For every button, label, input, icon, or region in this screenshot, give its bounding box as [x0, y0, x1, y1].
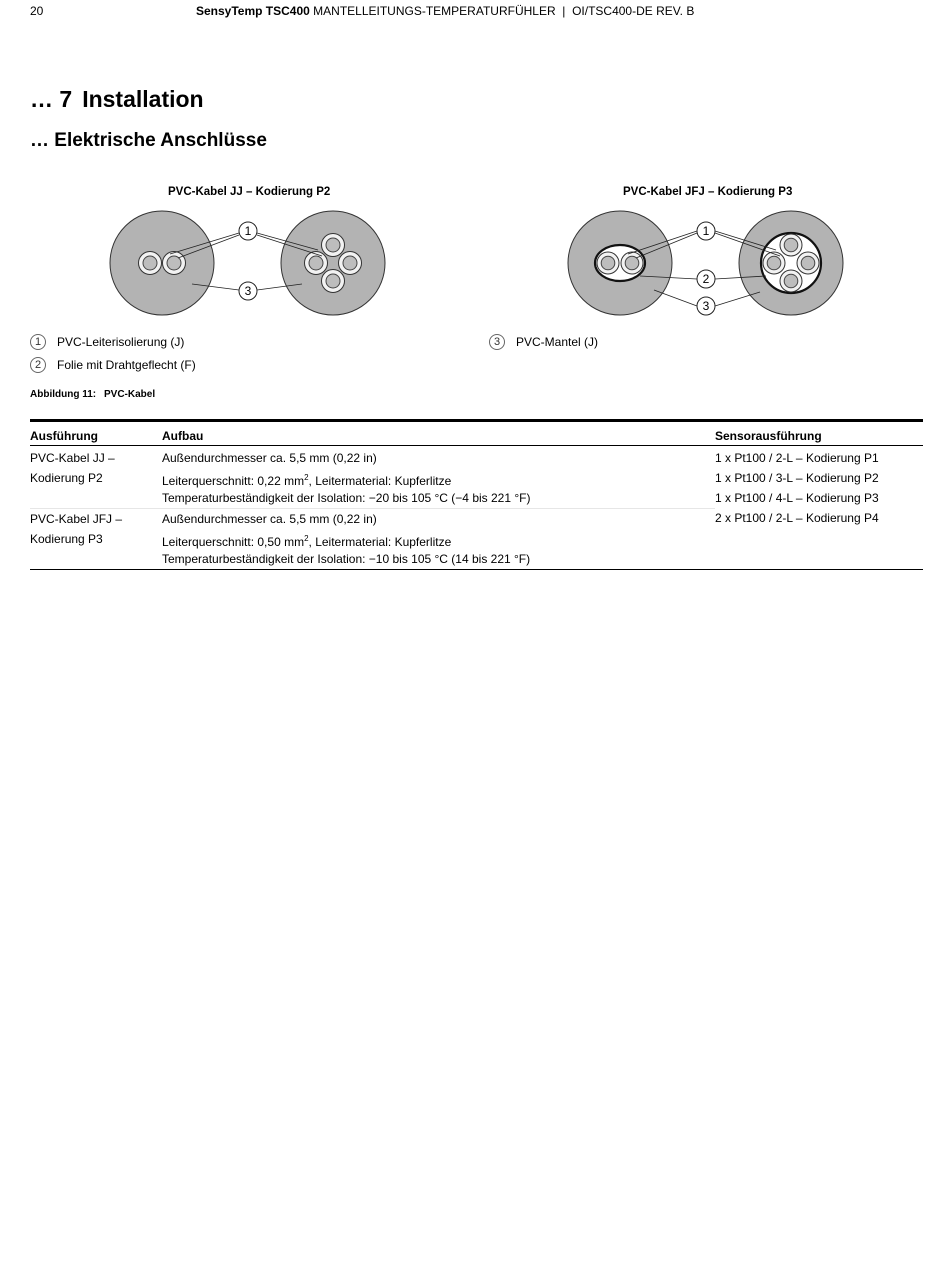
- cable-jj-two-core: [110, 211, 214, 315]
- callout-3-right: [697, 297, 715, 315]
- cable-jj-four-core: [281, 211, 385, 315]
- caption-text: PVC-Kabel: [104, 389, 156, 400]
- conductor: [797, 252, 819, 274]
- page-number: 20: [30, 4, 44, 18]
- cell-aufbau: Leiterquerschnitt: 0,50 $mm^2$, Leitermaterial: Kupferlitze: [162, 534, 452, 549]
- svg-text:3: 3: [244, 284, 252, 298]
- cell-aufbau: Außendurchmesser ca. 5,5 mm (0,22 in): [162, 451, 377, 465]
- cell-ausfuehrung: PVC-Kabel JJ –: [30, 451, 115, 465]
- cable-jfj-two-core: [568, 211, 672, 315]
- cell-ausfuehrung: Kodierung P3: [30, 532, 103, 546]
- column-header-ausfuehrung: Ausführung: [30, 422, 162, 446]
- section-number: … 7: [30, 86, 73, 112]
- cell-aufbau: Temperaturbeständigkeit der Isolation: −10 bis 105 °C (14 bis 221 °F): [162, 552, 531, 566]
- conductor: [305, 252, 328, 275]
- svg-text:2: 2: [702, 272, 710, 286]
- conductor: [763, 252, 785, 274]
- cell-sensor: 1 x Pt100 / 2-L – Kodierung P1: [715, 451, 879, 465]
- legend-number: 3: [489, 334, 505, 350]
- cell-sensor: 1 x Pt100 / 3-L – Kodierung P2: [715, 471, 879, 485]
- document-reference: MANTELLEITUNGS-TEMPERATURFÜHLER | OI/TSC400-DE REV. B: [309, 4, 695, 18]
- table-row: [30, 446, 923, 509]
- conductor: [597, 252, 619, 274]
- conductor: [339, 252, 362, 275]
- figure-title-right: PVC-Kabel JFJ – Kodierung P3: [623, 186, 793, 198]
- conductor: [780, 270, 802, 292]
- legend-text: PVC-Mantel (J): [516, 335, 599, 349]
- callout-1-right: [697, 222, 715, 240]
- conductor: [621, 252, 643, 274]
- cell-aufbau: Leiterquerschnitt: 0,22 $mm^2$, Leitermaterial: Kupferlitze: [162, 473, 452, 488]
- svg-text:1: 1: [702, 224, 710, 238]
- running-header: [196, 4, 694, 18]
- figure-caption: [30, 389, 155, 400]
- subsection-heading: … Elektrische Anschlüsse: [30, 130, 267, 151]
- cable-spec-table: [30, 419, 923, 570]
- cable-cross-section-figure: [0, 200, 950, 325]
- callout-1-left: [239, 222, 257, 240]
- svg-text:1: 1: [244, 224, 252, 238]
- cell-ausfuehrung: PVC-Kabel JFJ –: [30, 512, 123, 526]
- conductor: [163, 252, 186, 275]
- cell-sensor: 2 x Pt100 / 2-L – Kodierung P4: [715, 511, 879, 525]
- conductor: [139, 252, 162, 275]
- cell-aufbau: Außendurchmesser ca. 5,5 mm (0,22 in): [162, 512, 377, 526]
- cell-ausfuehrung: Kodierung P2: [30, 471, 103, 485]
- legend-item-3: [489, 334, 598, 350]
- cell-aufbau: Temperaturbeständigkeit der Isolation: −20 bis 105 °C (−4 bis 221 °F): [162, 491, 531, 505]
- conductor: [780, 234, 802, 256]
- cable-jfj-four-core: [739, 211, 843, 315]
- product-name: SensyTemp TSC400: [196, 4, 310, 18]
- legend-text: PVC-Leiterisolierung (J): [57, 335, 185, 349]
- table-header-row: [30, 422, 923, 446]
- legend-number: 2: [30, 357, 46, 373]
- legend-text: Folie mit Drahtgeflecht (F): [57, 358, 196, 372]
- section-heading: [30, 86, 204, 113]
- callout-3-left: [239, 282, 257, 300]
- section-title: Installation: [82, 86, 204, 112]
- cell-sensor: 1 x Pt100 / 4-L – Kodierung P3: [715, 491, 879, 505]
- conductor: [322, 270, 345, 293]
- legend-item-2: [30, 357, 196, 373]
- column-header-sensorausfuehrung: Sensorausführung: [715, 422, 923, 446]
- legend-item-1: [30, 334, 184, 350]
- caption-label: Abbildung 11:: [30, 389, 97, 400]
- conductor: [322, 234, 345, 257]
- callout-2-right: [697, 270, 715, 288]
- legend-number: 1: [30, 334, 46, 350]
- column-header-aufbau: Aufbau: [162, 422, 715, 446]
- svg-text:3: 3: [702, 299, 710, 313]
- figure-title-left: PVC-Kabel JJ – Kodierung P2: [168, 186, 331, 198]
